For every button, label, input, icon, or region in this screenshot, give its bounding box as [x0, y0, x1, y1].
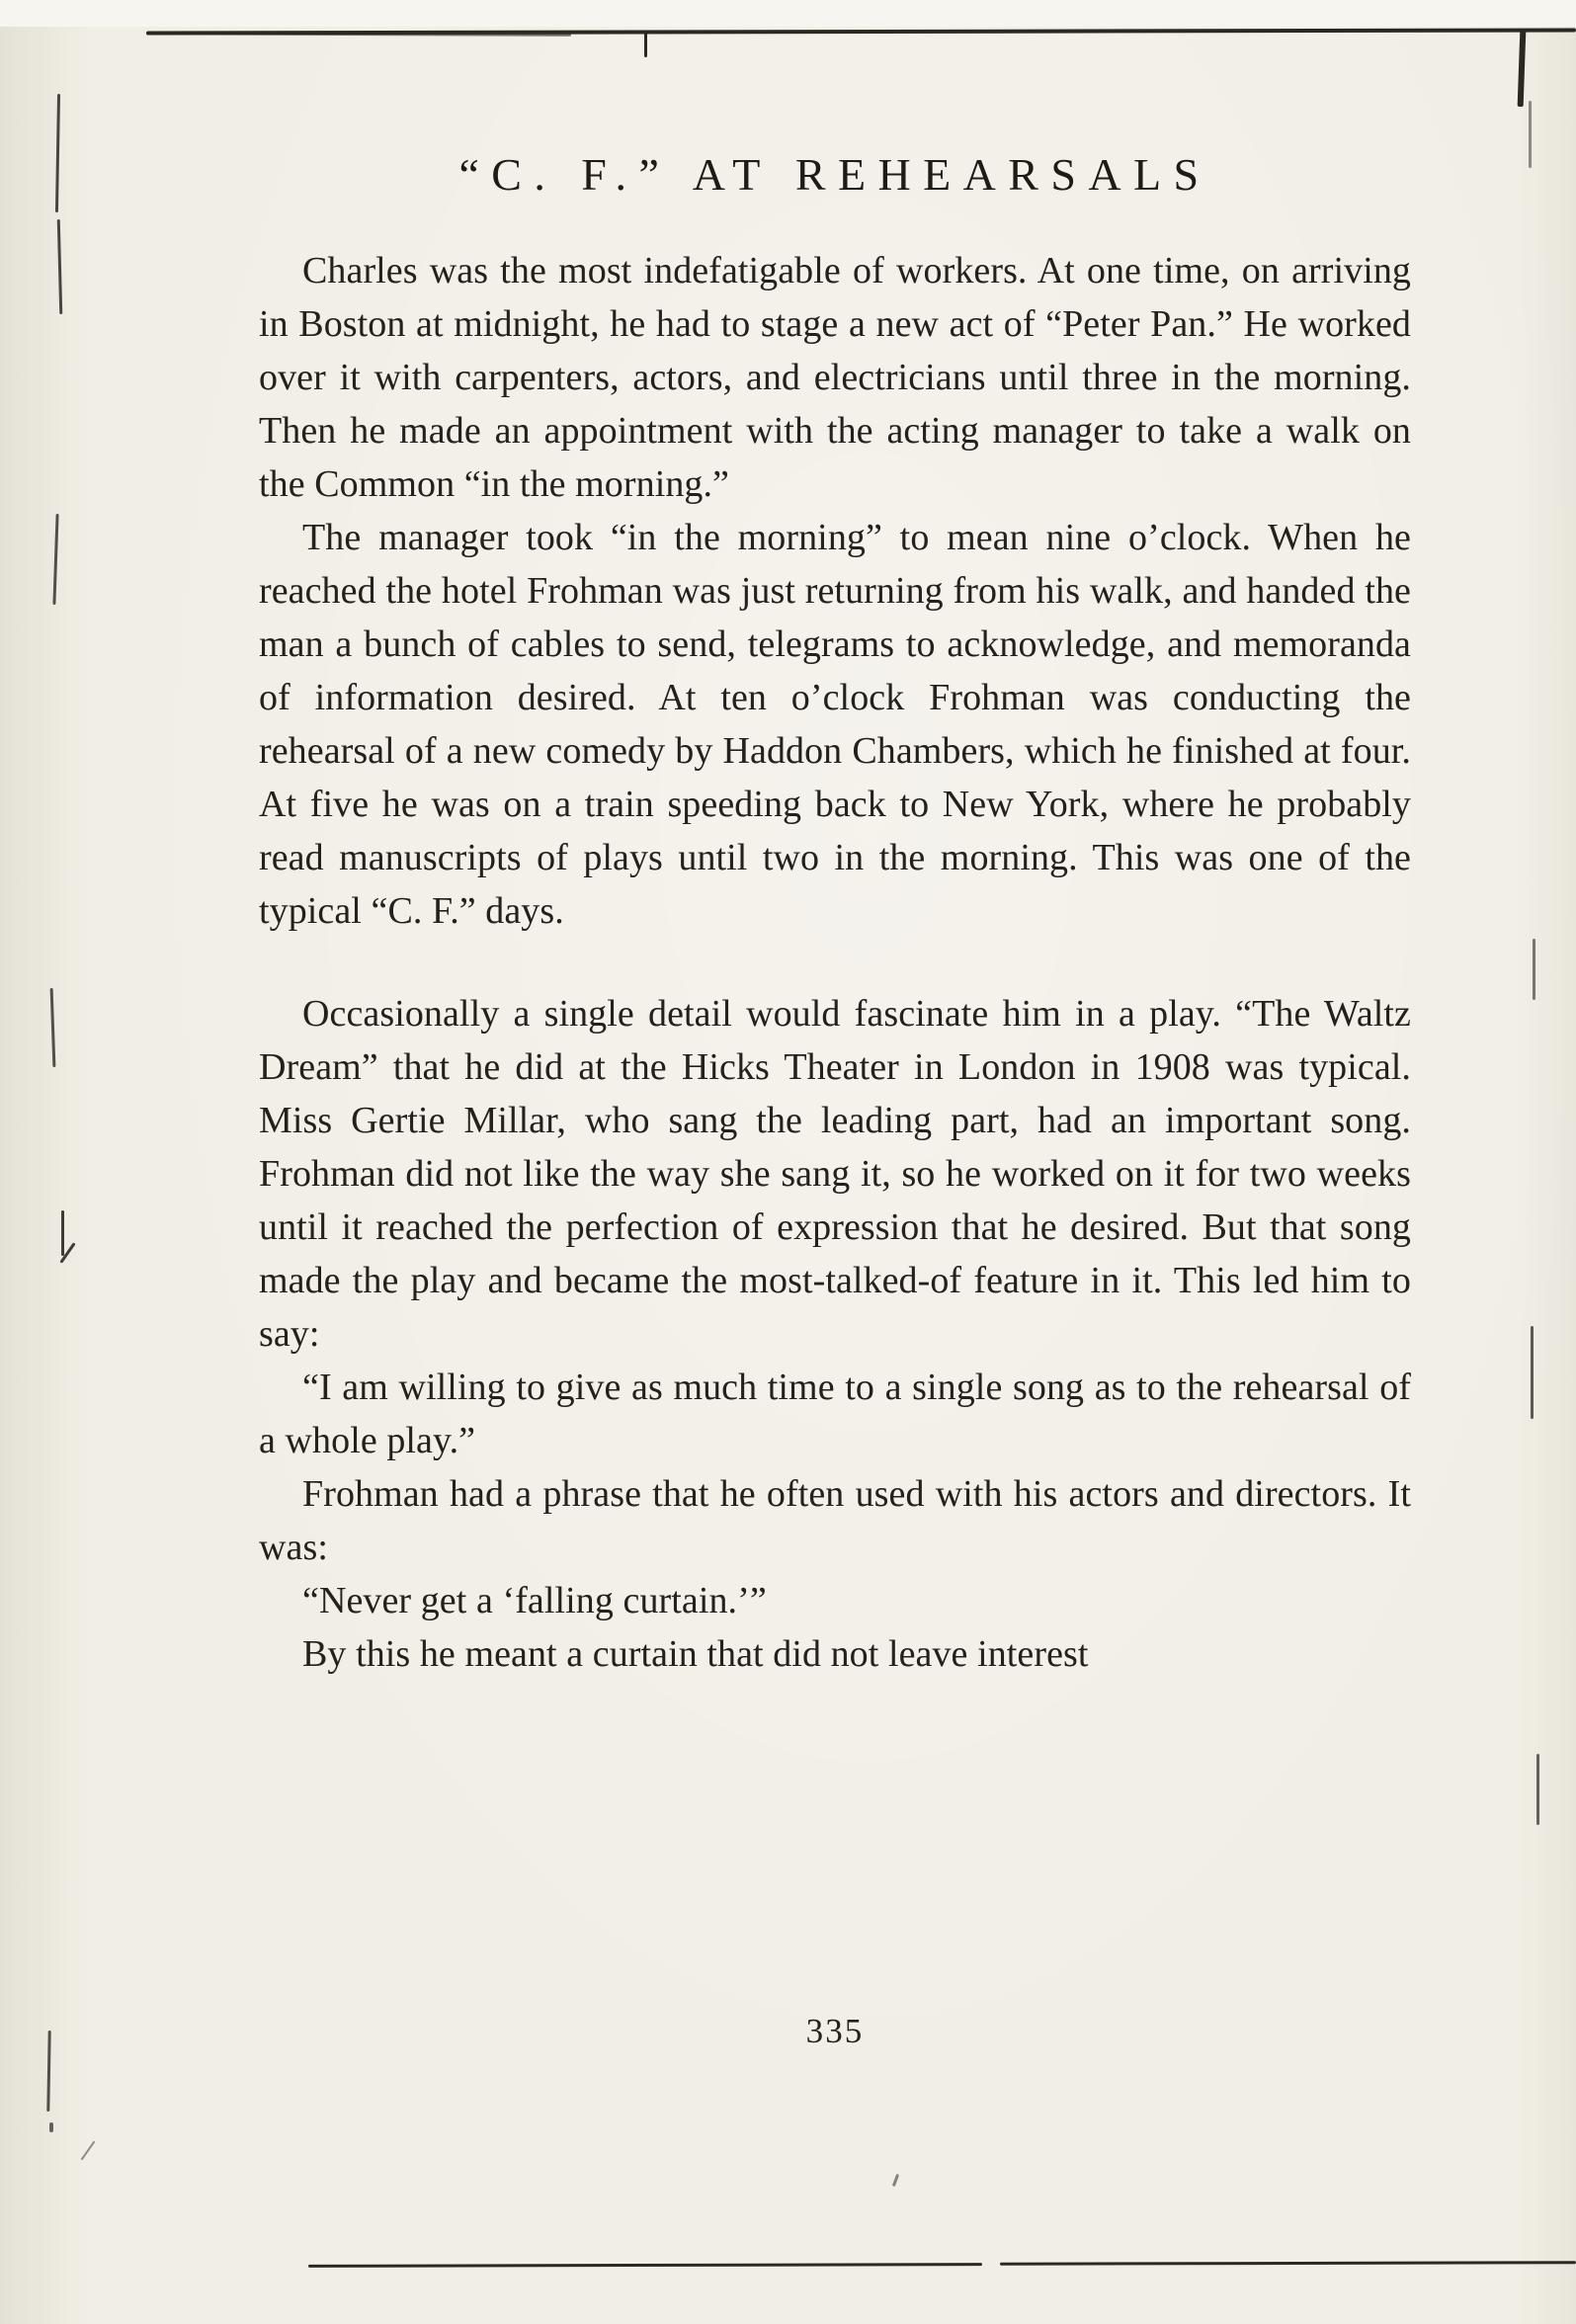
scan-left-binding-dot — [49, 2122, 53, 2132]
scan-right-edge-mark-3 — [1536, 1754, 1539, 1825]
scan-top-edge-line-2 — [146, 32, 571, 37]
paragraph-4: “I am willing to give as much time to a single song as to the rehearsal of a whole play.” — [259, 1367, 1411, 1461]
scan-left-binding-mark-5 — [61, 1210, 64, 1256]
text-block — [259, 148, 1411, 1681]
scan-top-strip — [0, 0, 1576, 27]
scan-stray-mark-bottom-left — [81, 2141, 96, 2161]
scan-top-tick-mark — [644, 31, 647, 57]
page-number: 335 — [805, 2012, 865, 2050]
scan-right-edge-fade-mark — [1529, 101, 1532, 168]
paragraph-7: By this he meant a curtain that did not leave interest — [302, 1633, 1089, 1675]
scan-right-edge-mark-2 — [1531, 1326, 1534, 1419]
paragraph-1: Charles was the most indefatigable of workers. At one time, on arriving in Boston at midnight, he had to stage a new act of “Peter Pan.” He worked over it with carpenters, actors, and electricians until three in the morning. Then he made an appointment with the acting manager to take a walk on the Common “in the morning.” — [259, 250, 1411, 505]
scan-right-edge-mark-1 — [1533, 939, 1535, 1000]
chapter-title: “C. F.” AT REHEARSALS — [458, 149, 1211, 200]
scan-left-binding-mark-3 — [52, 514, 58, 605]
paragraph-6: “Never get a ‘falling curtain.’” — [302, 1580, 767, 1621]
scan-left-binding-mark-2 — [57, 219, 63, 314]
paragraph-3: Occasionally a single detail would fascinate him in a play. “The Waltz Dream” that he did at the Hicks Theater in London in 1908 was typical. Miss Gertie Millar, who sang the leading part, had an important song. Frohman did not like the way she sang it, so he worked on it for two weeks until it reached the perfection of expression that he desired. But that song made the play and became the most-talked-of feature in it. This led him to say: — [259, 993, 1411, 1355]
scan-stray-mark-center — [892, 2174, 899, 2187]
scan-left-binding-mark-1 — [55, 94, 60, 212]
paragraph-2: The manager took “in the morning” to mean nine o’clock. When he reached the hotel Frohman was just returning from his walk, and handed the man a bunch of cables to send, telegrams to acknowledge, and memoranda of information desired. At ten o’clock Frohman was conducting the rehearsal of a new comedy by Haddon Chambers, which he finished at four. At five he was on a train speeding back to New York, where he probably read manuscripts of plays until two in the morning. This was one of the typical “C. F.” days. — [259, 517, 1411, 932]
scan-top-right-corner-mark — [1518, 30, 1527, 107]
scan-left-binding-mark-4 — [50, 988, 56, 1067]
scan-left-binding-mark-6 — [46, 2031, 50, 2112]
scan-bottom-edge-line-1 — [308, 2263, 982, 2268]
paragraph-5: Frohman had a phrase that he often used with his actors and directors. It was: — [259, 1473, 1411, 1568]
scan-bottom-edge-line-2 — [1000, 2261, 1576, 2266]
